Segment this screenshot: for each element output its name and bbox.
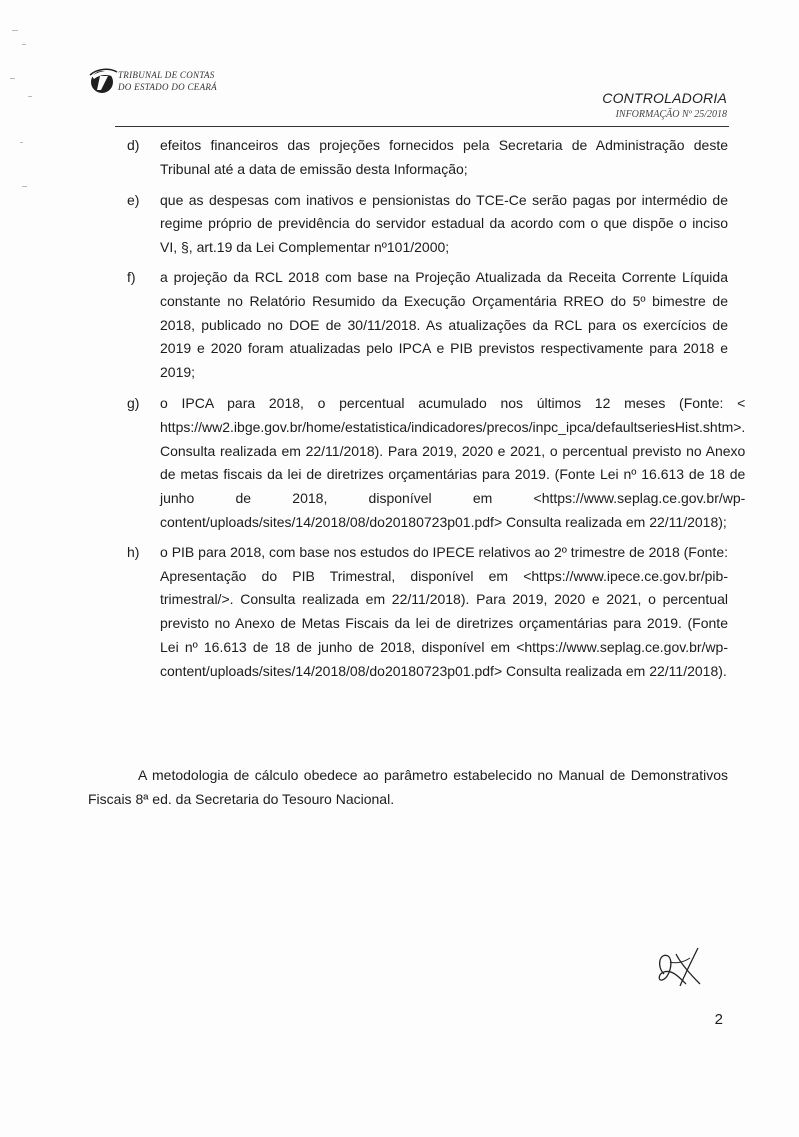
scan-speck xyxy=(28,96,32,97)
header-divider xyxy=(115,126,729,127)
tce-logo xyxy=(88,66,238,106)
list-item-h xyxy=(127,541,728,684)
list-item-text: efeitos financeiros das projeções fornecidos pela Secretaria de Administração deste Tribunal até a data de emissão desta Informação; xyxy=(160,137,728,177)
scan-speck xyxy=(22,44,26,45)
list-marker: h) xyxy=(127,543,140,560)
org-name-line1: TRIBUNAL DE CONTAS xyxy=(118,70,215,80)
tce-emblem-icon xyxy=(88,66,118,96)
list-marker: f) xyxy=(127,268,136,285)
list-item-e xyxy=(127,189,728,260)
page-number: 2 xyxy=(714,1011,723,1028)
org-name-line2: DO ESTADO DO CEARÁ xyxy=(118,82,217,92)
list-item-text: que as despesas com inativos e pensionistas do TCE-Ce serão pagas por intermédio de regime próprio de previdência do servidor estadual da acordo com o que dispõe o inciso VI, §, art.19 da Lei Complementar nº101/2000; xyxy=(160,191,728,256)
list-item-text: o IPCA para 2018, o percentual acumulado nos últimos 12 meses (Fonte: < https://ww2.ibge.gov.br/home/estatistica/indicadores/precos/inpc_ipca/defaultseriesHist.shtm>. Consulta realizada em 22/11/2018). Para 2019, 2020 e 2021, o percentual previsto no Anexo de metas fiscais da lei de diretrizes orçamentárias para 2019. (Fonte Lei nº 16.613 de 18 de junho de 2018, disponível em <https://www.seplag.ce.gov.br/wp-content/uploads/sites/14/2018/08/do20180723p01.pdf> Consulta realizada em 22/11/2018); xyxy=(160,394,746,530)
methodology-paragraph: A metodologia de cálculo obedece ao parâmetro estabelecido no Manual de Demonstrativos Fiscais 8ª ed. da Secretaria do Tesouro Nacional. xyxy=(88,767,728,807)
scan-speck xyxy=(12,30,18,31)
scan-speck xyxy=(20,142,23,143)
list-item-g xyxy=(127,392,746,535)
list-item-text: a projeção da RCL 2018 com base na Projeção Atualizada da Receita Corrente Líquida constante no Relatório Resumido da Execução Orçamentária RREO do 5º bimestre de 2018, publicado no DOE de 30/11/2018. As atualizações da RCL para os exercícios de 2019 e 2020 foram atualizadas pelo IPCA e PIB previstos respectivamente para 2018 e 2019; xyxy=(160,268,728,381)
list-marker: e) xyxy=(127,191,140,208)
list-marker: g) xyxy=(127,394,140,411)
list-item-f xyxy=(127,266,728,385)
scan-speck xyxy=(22,186,27,187)
scan-speck xyxy=(10,78,15,79)
document-reference: INFORMAÇÃO Nº 25/2018 xyxy=(615,109,727,120)
list-marker: d) xyxy=(127,137,140,153)
department-title: CONTROLADORIA xyxy=(602,90,727,106)
list-item-text: o PIB para 2018, com base nos estudos do IPECE relativos ao 2º trimestre de 2018 (Fonte: Apresentação do PIB Trimestral, disponível em <https://www.ipece.ce.gov.br/pib-trimestral/>. Consulta realizada em 22/11/2018). Para 2019, 2020 e 2021, o percentual previsto no Anexo de Metas Fiscais da lei de diretrizes orçamentárias para 2019. (Fonte Lei nº 16.613 de 18 de junho de 2018, disponível em <https://www.seplag.ce.gov.br/wp-content/uploads/sites/14/2018/08/do20180723p01.pdf> Consulta realizada em 22/11/2018). xyxy=(160,543,728,679)
list-item-d xyxy=(127,134,728,182)
signature-initials xyxy=(650,944,710,992)
assumptions-list xyxy=(127,134,746,684)
